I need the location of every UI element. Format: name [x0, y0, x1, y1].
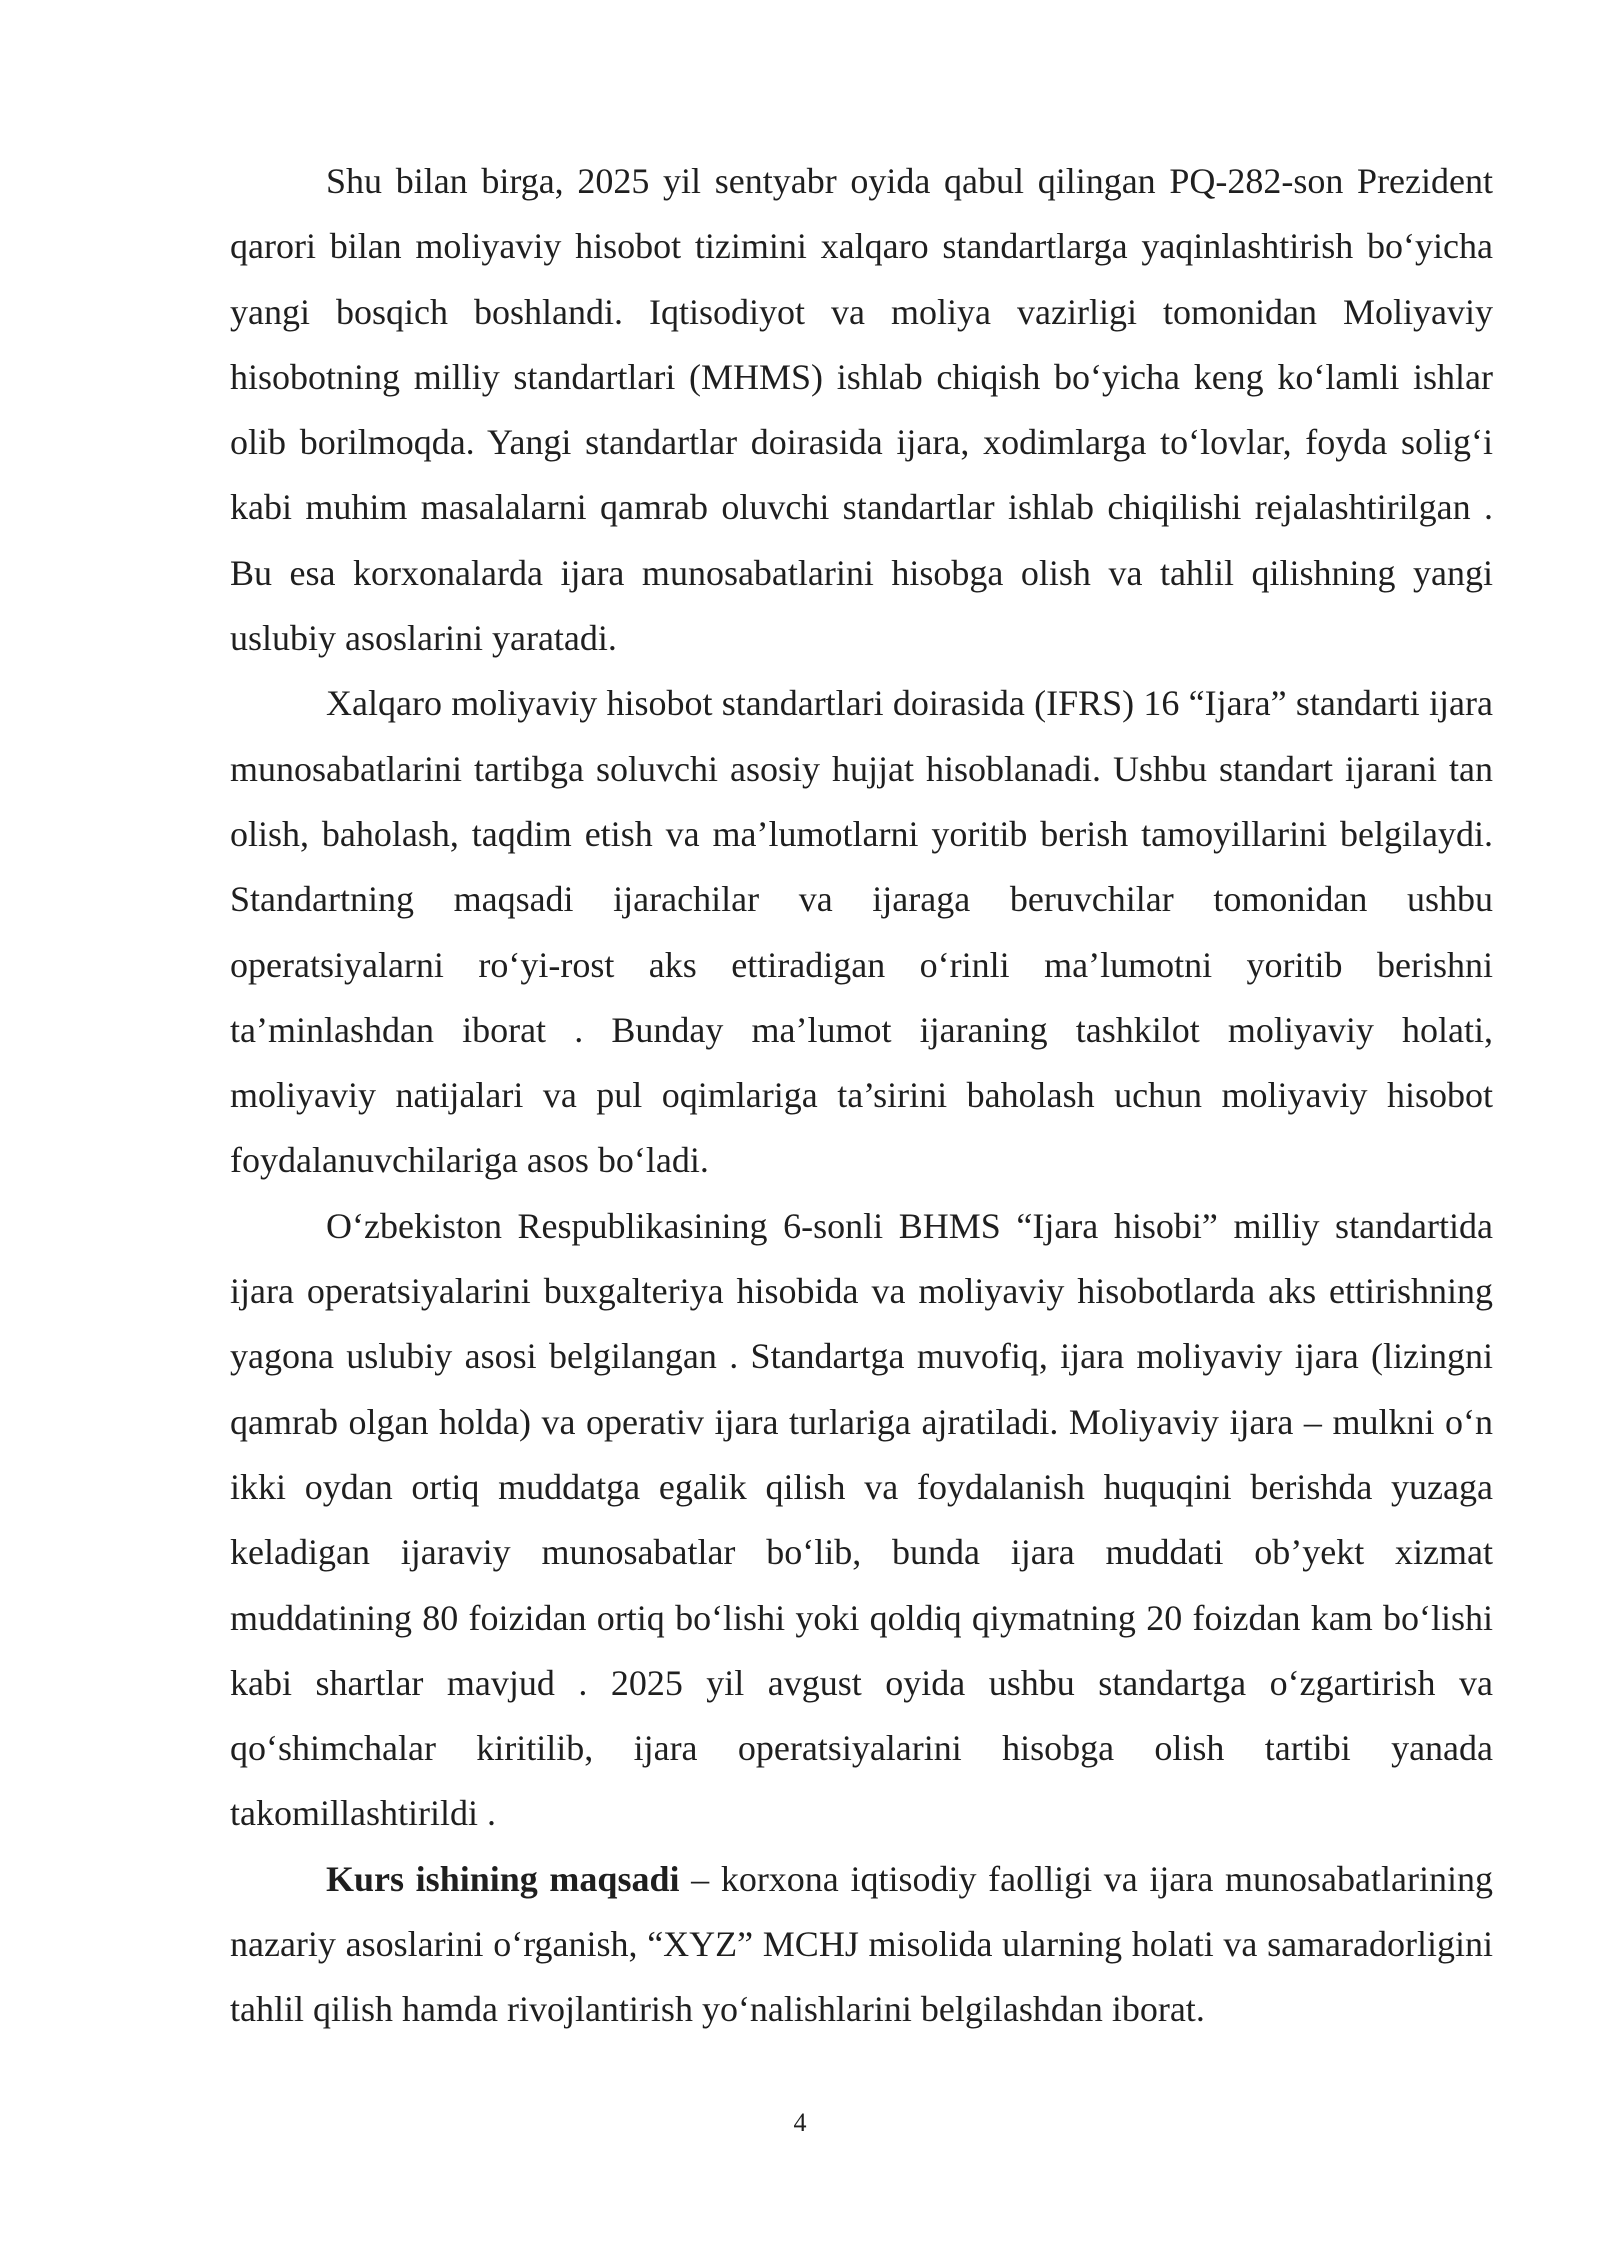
paragraph-2-text: Xalqaro moliyaviy hisobot standartlari doirasida (IFRS) 16 “Ijara” standarti ijara munosabatlarini tartibga soluvchi asosiy hujjat hisoblanadi. Ushbu standart ijarani tan olish, baholash, taqdim etish va ma’lumotlarni yoritib berish tamoyillarini belgilaydi. Standartning maqsadi ijarachilar va ijaraga beruvchilar tomonidan ushbu operatsiyalarni ro‘yi-rost aks ettiradigan o‘rinli ma’lumotni yoritib berishni ta’minlashdan iborat . Bunday ma’lumot ijaraning tashkilot moliyaviy holati, moliyaviy natijalari va pul oqimlariga ta’sirini baholash uchun moliyaviy hisobot foydalanuvchilariga asos bo‘ladi. — [230, 683, 1493, 1181]
paragraph-1-text: Shu bilan birga, 2025 yil sentyabr oyida qabul qilingan PQ-282-son Prezident qarori bilan moliyaviy hisobot tizimini xalqaro standartlarga yaqinlashtirish bo‘yicha yangi bosqich boshlandi. Iqtisodiyot va moliya vazirligi tomonidan Moliyaviy hisobotning milliy standartlari (MHMS) ishlab chiqish bo‘yicha keng ko‘lamli ishlar olib borilmoqda. Yangi standartlar doirasida ijara, xodimlarga to‘lovlar, foyda solig‘i kabi muhim masalalarni qamrab oluvchi standartlar ishlab chiqilishi rejalashtirilgan . Bu esa korxonalarda ijara munosabatlarini hisobga olish va tahlil qilishning yangi uslubiy asoslarini yaratadi. — [230, 161, 1493, 659]
paragraph-2 — [230, 671, 1493, 1193]
paragraph-4 — [230, 1847, 1493, 2043]
paragraph-4-bold-lead: Kurs ishining maqsadi — [326, 1858, 680, 1899]
paragraph-1 — [230, 149, 1493, 671]
paragraph-3 — [230, 1194, 1493, 1847]
paragraph-4-text: – korxona iqtisodiy faolligi va ijara munosabatlarining nazariy asoslarini o‘rganish, “XYZ” MCHJ misolida ularning holati va samaradorligini tahlil qilish hamda rivojlantirish yo‘nalishlarini belgilashdan iborat. — [230, 1858, 1493, 2030]
page-number: 4 — [793, 2108, 807, 2137]
body-text — [230, 149, 1493, 2043]
paragraph-3-text: O‘zbekiston Respublikasining 6-sonli BHMS “Ijara hisobi” milliy standartida ijara operatsiyalarini buxgalteriya hisobida va moliyaviy hisobotlarda aks ettirishning yagona uslubiy asosi belgilangan . Standartga muvofiq, ijara moliyaviy ijara (lizingni qamrab olgan holda) va operativ ijara turlariga ajratiladi. Moliyaviy ijara – mulkni o‘n ikki oydan ortiq muddatga egalik qilish va foydalanish huquqini berishda yuzaga keladigan ijaraviy munosabatlar bo‘lib, bunda ijara muddati ob’yekt xizmat muddatining 80 foizidan ortiq bo‘lishi yoki qoldiq qiymatning 20 foizdan kam bo‘lishi kabi shartlar mavjud . 2025 yil avgust oyida ushbu standartga o‘zgartirish va qo‘shimchalar kiritilib, ijara operatsiyalarini hisobga olish tartibi yanada takomillashtirildi . — [230, 1205, 1493, 1834]
